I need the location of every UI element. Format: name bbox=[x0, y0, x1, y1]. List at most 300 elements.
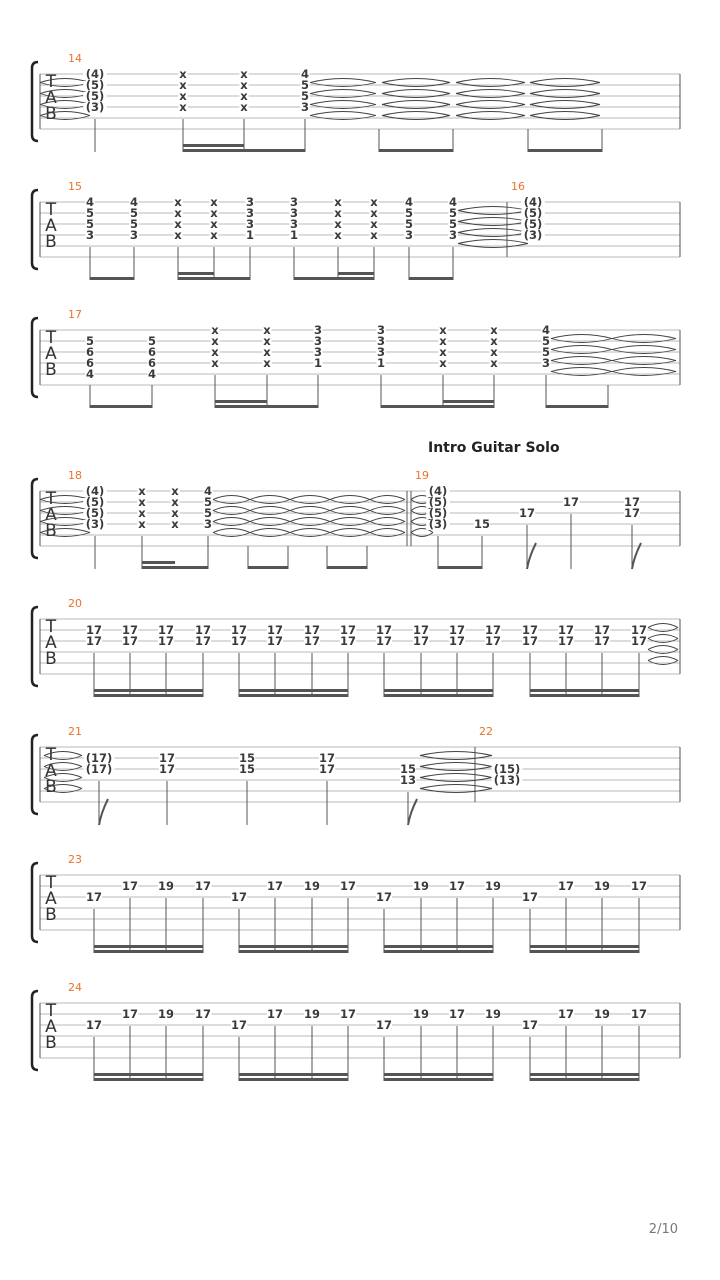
tab-system bbox=[32, 981, 680, 1081]
system-bracket bbox=[32, 62, 38, 141]
tie-arc bbox=[213, 496, 250, 500]
tie-arc bbox=[530, 112, 600, 116]
fret-number: 17 bbox=[448, 623, 466, 637]
tie-arc bbox=[648, 657, 678, 661]
tie-arc bbox=[290, 507, 330, 511]
fret-number: 17 bbox=[593, 634, 611, 648]
fret-number: 3 bbox=[376, 334, 386, 348]
fret-number: 17 bbox=[230, 623, 248, 637]
tie-arc bbox=[456, 101, 525, 105]
tie-arc bbox=[370, 518, 405, 522]
fret-number: x bbox=[490, 334, 498, 348]
fret-number: 1 bbox=[289, 228, 299, 242]
fret-number: 17 bbox=[448, 879, 466, 893]
note-flag bbox=[632, 543, 641, 569]
tab-clef-letter: T bbox=[45, 489, 57, 509]
tie-arc bbox=[551, 346, 612, 350]
note-beam bbox=[215, 400, 267, 403]
fret-number: x bbox=[370, 217, 378, 231]
fret-number: 3 bbox=[245, 217, 255, 231]
note-beam bbox=[94, 689, 203, 692]
fret-number: (5) bbox=[523, 206, 543, 220]
fret-number: 4 bbox=[85, 367, 95, 381]
fret-number: 15 bbox=[238, 751, 256, 765]
tie-arc bbox=[330, 507, 370, 511]
measure-number: 17 bbox=[68, 308, 82, 321]
fret-number: (5) bbox=[428, 495, 448, 509]
note-beam bbox=[94, 1073, 203, 1076]
tie-arc bbox=[290, 518, 330, 522]
fret-number: (4) bbox=[85, 484, 105, 498]
measure-number: 22 bbox=[479, 725, 493, 738]
measure-number: 23 bbox=[68, 853, 82, 866]
fret-number: 17 bbox=[194, 879, 212, 893]
fret-number: 3 bbox=[289, 195, 299, 209]
note-beam bbox=[327, 566, 367, 569]
note-beam bbox=[178, 272, 214, 275]
fret-number: (3) bbox=[428, 517, 448, 531]
note-beam bbox=[239, 694, 348, 697]
measure-number: 21 bbox=[68, 725, 82, 738]
fret-number: 19 bbox=[157, 1007, 175, 1021]
tab-clef-letter: B bbox=[45, 521, 57, 541]
fret-number: x bbox=[263, 334, 271, 348]
fret-number: 3 bbox=[541, 356, 551, 370]
fret-number: 17 bbox=[194, 1007, 212, 1021]
note-beam bbox=[239, 945, 348, 948]
fret-number: 17 bbox=[339, 1007, 357, 1021]
tie-arc bbox=[213, 507, 250, 511]
tab-clef-letter: B bbox=[45, 104, 57, 124]
fret-number: 3 bbox=[129, 228, 139, 242]
fret-number: x bbox=[179, 89, 187, 103]
fret-number: 17 bbox=[194, 634, 212, 648]
fret-number: x bbox=[263, 345, 271, 359]
tie-arc bbox=[290, 529, 330, 533]
fret-number: x bbox=[334, 206, 342, 220]
note-flag bbox=[527, 543, 536, 569]
tie-arc bbox=[648, 624, 678, 628]
fret-number: 17 bbox=[484, 623, 502, 637]
fret-number: 17 bbox=[375, 1018, 393, 1032]
fret-number: 5 bbox=[147, 334, 157, 348]
tie-arc bbox=[420, 752, 492, 756]
note-beam bbox=[294, 277, 374, 280]
fret-number: x bbox=[240, 89, 248, 103]
fret-number: 17 bbox=[230, 1018, 248, 1032]
tab-system bbox=[32, 725, 680, 825]
fret-number: (3) bbox=[85, 517, 105, 531]
fret-number: 15 bbox=[238, 762, 256, 776]
tie-arc bbox=[310, 90, 376, 94]
fret-number: 5 bbox=[300, 78, 310, 92]
fret-number: 17 bbox=[318, 762, 336, 776]
tab-system bbox=[32, 440, 680, 569]
tab-clef-letter: T bbox=[45, 617, 57, 637]
fret-number: x bbox=[179, 67, 187, 81]
note-beam bbox=[90, 405, 152, 408]
system-bracket bbox=[32, 479, 38, 558]
fret-number: x bbox=[370, 206, 378, 220]
system-bracket bbox=[32, 607, 38, 686]
fret-number: (17) bbox=[85, 762, 113, 776]
note-beam bbox=[530, 950, 639, 953]
fret-number: (4) bbox=[523, 195, 543, 209]
tab-clef-letter: B bbox=[45, 1033, 57, 1053]
note-beam bbox=[530, 1078, 639, 1081]
fret-number: 19 bbox=[593, 879, 611, 893]
fret-number: x bbox=[138, 495, 146, 509]
fret-number: 5 bbox=[85, 334, 95, 348]
tie-arc bbox=[290, 496, 330, 500]
fret-number: x bbox=[263, 356, 271, 370]
fret-number: x bbox=[210, 228, 218, 242]
tie-arc bbox=[551, 357, 612, 361]
fret-number: x bbox=[174, 206, 182, 220]
note-beam bbox=[384, 1078, 493, 1081]
fret-number: x bbox=[138, 517, 146, 531]
tab-clef-letter: T bbox=[45, 200, 57, 220]
fret-number: (5) bbox=[85, 495, 105, 509]
tie-arc bbox=[530, 90, 600, 94]
fret-number: 19 bbox=[157, 879, 175, 893]
fret-number: 17 bbox=[85, 1018, 103, 1032]
fret-number: 17 bbox=[593, 623, 611, 637]
note-beam bbox=[530, 694, 639, 697]
measure-number: 14 bbox=[68, 52, 82, 65]
fret-number: x bbox=[171, 506, 179, 520]
fret-number: 17 bbox=[158, 762, 176, 776]
fret-number: 17 bbox=[630, 1007, 648, 1021]
fret-number: x bbox=[240, 67, 248, 81]
fret-number: x bbox=[211, 334, 219, 348]
tab-clef-letter: A bbox=[45, 505, 57, 525]
fret-number: 5 bbox=[448, 217, 458, 231]
fret-number: 17 bbox=[85, 623, 103, 637]
tie-arc bbox=[648, 646, 678, 650]
fret-number: 17 bbox=[318, 751, 336, 765]
fret-number: 3 bbox=[376, 323, 386, 337]
fret-number: 17 bbox=[412, 623, 430, 637]
note-beam bbox=[94, 945, 203, 948]
tie-arc bbox=[250, 507, 290, 511]
note-beam bbox=[94, 1078, 203, 1081]
fret-number: 3 bbox=[313, 334, 323, 348]
fret-number: x bbox=[370, 195, 378, 209]
tie-arc bbox=[330, 496, 370, 500]
fret-number: 17 bbox=[339, 879, 357, 893]
fret-number: 17 bbox=[266, 623, 284, 637]
fret-number: (5) bbox=[428, 506, 448, 520]
fret-number: 3 bbox=[245, 195, 255, 209]
note-beam bbox=[384, 950, 493, 953]
fret-number: 17 bbox=[266, 634, 284, 648]
tie-arc bbox=[382, 79, 450, 83]
fret-number: 4 bbox=[147, 367, 157, 381]
tie-arc bbox=[382, 112, 450, 116]
tie-arc bbox=[382, 90, 450, 94]
fret-number: 19 bbox=[412, 879, 430, 893]
note-beam bbox=[239, 950, 348, 953]
fret-number: x bbox=[171, 495, 179, 509]
fret-number: 17 bbox=[484, 634, 502, 648]
fret-number: 5 bbox=[541, 334, 551, 348]
tie-arc bbox=[213, 518, 250, 522]
tab-system bbox=[32, 853, 680, 953]
note-beam bbox=[94, 950, 203, 953]
tie-arc bbox=[458, 207, 528, 211]
fret-number: 5 bbox=[300, 89, 310, 103]
fret-number: x bbox=[334, 217, 342, 231]
measure-number: 24 bbox=[68, 981, 82, 994]
note-beam bbox=[384, 694, 493, 697]
note-flag bbox=[99, 799, 108, 825]
fret-number: x bbox=[210, 195, 218, 209]
note-beam bbox=[215, 405, 318, 408]
tie-arc bbox=[456, 79, 525, 83]
fret-number: (3) bbox=[523, 228, 543, 242]
section-label: Intro Guitar Solo bbox=[428, 440, 560, 456]
tab-clef-letter: A bbox=[45, 889, 57, 909]
note-beam bbox=[443, 400, 494, 403]
tie-arc bbox=[420, 785, 492, 789]
fret-number: x bbox=[334, 195, 342, 209]
tie-arc bbox=[458, 229, 528, 233]
tie-arc bbox=[648, 635, 678, 639]
fret-number: x bbox=[174, 195, 182, 209]
note-beam bbox=[438, 566, 482, 569]
fret-number: 5 bbox=[85, 206, 95, 220]
note-beam bbox=[239, 1073, 348, 1076]
fret-number: (3) bbox=[85, 100, 105, 114]
fret-number: 17 bbox=[521, 634, 539, 648]
fret-number: (5) bbox=[85, 506, 105, 520]
fret-number: 19 bbox=[303, 1007, 321, 1021]
tab-clef-letter: B bbox=[45, 232, 57, 252]
fret-number: 3 bbox=[203, 517, 213, 531]
fret-number: 3 bbox=[289, 206, 299, 220]
fret-number: x bbox=[334, 228, 342, 242]
fret-number: 17 bbox=[630, 879, 648, 893]
tie-arc bbox=[213, 529, 250, 533]
fret-number: (4) bbox=[85, 67, 105, 81]
tab-clef-letter: T bbox=[45, 873, 57, 893]
fret-number: 17 bbox=[521, 1018, 539, 1032]
fret-number: x bbox=[179, 100, 187, 114]
fret-number: x bbox=[439, 323, 447, 337]
fret-number: 17 bbox=[121, 623, 139, 637]
fret-number: 15 bbox=[473, 517, 491, 531]
fret-number: 3 bbox=[448, 228, 458, 242]
note-beam bbox=[409, 277, 453, 280]
tie-arc bbox=[458, 240, 528, 244]
fret-number: x bbox=[490, 323, 498, 337]
system-bracket bbox=[32, 991, 38, 1070]
measure-number: 15 bbox=[68, 180, 82, 193]
fret-number: 3 bbox=[404, 228, 414, 242]
note-beam bbox=[178, 277, 250, 280]
fret-number: 4 bbox=[541, 323, 551, 337]
tie-arc bbox=[456, 112, 525, 116]
tab-clef-letter: A bbox=[45, 88, 57, 108]
note-beam bbox=[381, 405, 494, 408]
fret-number: 17 bbox=[85, 634, 103, 648]
fret-number: 5 bbox=[541, 345, 551, 359]
tab-clef-letter: T bbox=[45, 72, 57, 92]
tie-arc bbox=[250, 529, 290, 533]
fret-number: 3 bbox=[289, 217, 299, 231]
fret-number: 19 bbox=[593, 1007, 611, 1021]
fret-number: 5 bbox=[404, 217, 414, 231]
note-beam bbox=[239, 689, 348, 692]
fret-number: 17 bbox=[194, 623, 212, 637]
tab-clef-letter: T bbox=[45, 328, 57, 348]
fret-number: 15 bbox=[399, 762, 417, 776]
measure-number: 20 bbox=[68, 597, 82, 610]
note-beam bbox=[338, 272, 374, 275]
fret-number: x bbox=[174, 228, 182, 242]
fret-number: 17 bbox=[158, 751, 176, 765]
note-beam bbox=[528, 149, 602, 152]
measure-number: 16 bbox=[511, 180, 525, 193]
tie-arc bbox=[458, 218, 528, 222]
fret-number: 17 bbox=[557, 634, 575, 648]
fret-number: 17 bbox=[630, 634, 648, 648]
fret-number: 3 bbox=[376, 345, 386, 359]
fret-number: 6 bbox=[85, 356, 95, 370]
fret-number: x bbox=[210, 217, 218, 231]
note-beam bbox=[142, 566, 208, 569]
fret-number: x bbox=[211, 356, 219, 370]
fret-number: 5 bbox=[404, 206, 414, 220]
fret-number: 17 bbox=[230, 634, 248, 648]
fret-number: x bbox=[210, 206, 218, 220]
measure-number: 18 bbox=[68, 469, 82, 482]
fret-number: 17 bbox=[630, 623, 648, 637]
tab-clef-letter: A bbox=[45, 344, 57, 364]
fret-number: 17 bbox=[121, 1007, 139, 1021]
note-beam bbox=[530, 689, 639, 692]
fret-number: 13 bbox=[399, 773, 417, 787]
note-beam bbox=[384, 945, 493, 948]
fret-number: 17 bbox=[448, 1007, 466, 1021]
fret-number: 17 bbox=[521, 890, 539, 904]
fret-number: 19 bbox=[484, 1007, 502, 1021]
fret-number: 17 bbox=[230, 890, 248, 904]
fret-number: 5 bbox=[129, 206, 139, 220]
tie-arc bbox=[420, 763, 492, 767]
fret-number: x bbox=[179, 78, 187, 92]
tab-clef-letter: T bbox=[45, 1001, 57, 1021]
fret-number: (13) bbox=[493, 773, 521, 787]
tie-arc bbox=[612, 335, 676, 339]
note-beam bbox=[90, 277, 134, 280]
tab-clef-letter: B bbox=[45, 649, 57, 669]
fret-number: 5 bbox=[85, 217, 95, 231]
tab-clef-letter: A bbox=[45, 216, 57, 236]
fret-number: x bbox=[211, 345, 219, 359]
tie-arc bbox=[612, 368, 676, 372]
note-beam bbox=[530, 945, 639, 948]
fret-number: 5 bbox=[129, 217, 139, 231]
fret-number: 17 bbox=[375, 623, 393, 637]
fret-number: 17 bbox=[121, 634, 139, 648]
tie-arc bbox=[530, 79, 600, 83]
tie-arc bbox=[551, 335, 612, 339]
fret-number: (15) bbox=[493, 762, 521, 776]
fret-number: x bbox=[171, 517, 179, 531]
fret-number: 17 bbox=[623, 495, 641, 509]
fret-number: 17 bbox=[266, 1007, 284, 1021]
fret-number: 3 bbox=[300, 100, 310, 114]
fret-number: (5) bbox=[523, 217, 543, 231]
tab-system bbox=[32, 180, 680, 280]
tab-clef-letter: A bbox=[45, 761, 57, 781]
tab-clef-letter: A bbox=[45, 633, 57, 653]
page-number: 2/10 bbox=[648, 1222, 678, 1237]
fret-number: 17 bbox=[303, 634, 321, 648]
note-beam bbox=[248, 566, 288, 569]
fret-number: 4 bbox=[448, 195, 458, 209]
fret-number: x bbox=[240, 78, 248, 92]
fret-number: 17 bbox=[157, 623, 175, 637]
fret-number: 17 bbox=[121, 879, 139, 893]
system-bracket bbox=[32, 190, 38, 269]
fret-number: (4) bbox=[428, 484, 448, 498]
fret-number: 1 bbox=[245, 228, 255, 242]
fret-number: x bbox=[439, 356, 447, 370]
tie-arc bbox=[370, 496, 405, 500]
fret-number: 17 bbox=[303, 623, 321, 637]
fret-number: 3 bbox=[313, 323, 323, 337]
fret-number: 17 bbox=[412, 634, 430, 648]
fret-number: 17 bbox=[375, 634, 393, 648]
fret-number: 17 bbox=[157, 634, 175, 648]
note-beam bbox=[384, 1073, 493, 1076]
system-bracket bbox=[32, 863, 38, 942]
fret-number: x bbox=[211, 323, 219, 337]
fret-number: 17 bbox=[266, 879, 284, 893]
fret-number: 19 bbox=[303, 879, 321, 893]
tab-clef-letter: T bbox=[45, 745, 57, 765]
fret-number: 17 bbox=[521, 623, 539, 637]
fret-number: 17 bbox=[375, 890, 393, 904]
fret-number: 17 bbox=[518, 506, 536, 520]
fret-number: 17 bbox=[557, 1007, 575, 1021]
fret-number: 19 bbox=[484, 879, 502, 893]
fret-number: x bbox=[263, 323, 271, 337]
fret-number: 19 bbox=[412, 1007, 430, 1021]
fret-number: x bbox=[490, 345, 498, 359]
fret-number: 5 bbox=[448, 206, 458, 220]
tie-arc bbox=[551, 368, 612, 372]
fret-number: x bbox=[138, 484, 146, 498]
tie-arc bbox=[330, 518, 370, 522]
measure-number: 19 bbox=[415, 469, 429, 482]
tie-arc bbox=[250, 518, 290, 522]
tie-arc bbox=[330, 529, 370, 533]
fret-number: 4 bbox=[404, 195, 414, 209]
tab-clef-letter: A bbox=[45, 1017, 57, 1037]
system-bracket bbox=[32, 735, 38, 814]
fret-number: x bbox=[439, 345, 447, 359]
tab-clef-letter: B bbox=[45, 905, 57, 925]
tie-arc bbox=[382, 101, 450, 105]
fret-number: x bbox=[174, 217, 182, 231]
fret-number: (17) bbox=[85, 751, 113, 765]
system-bracket bbox=[32, 318, 38, 397]
fret-number: 6 bbox=[85, 345, 95, 359]
